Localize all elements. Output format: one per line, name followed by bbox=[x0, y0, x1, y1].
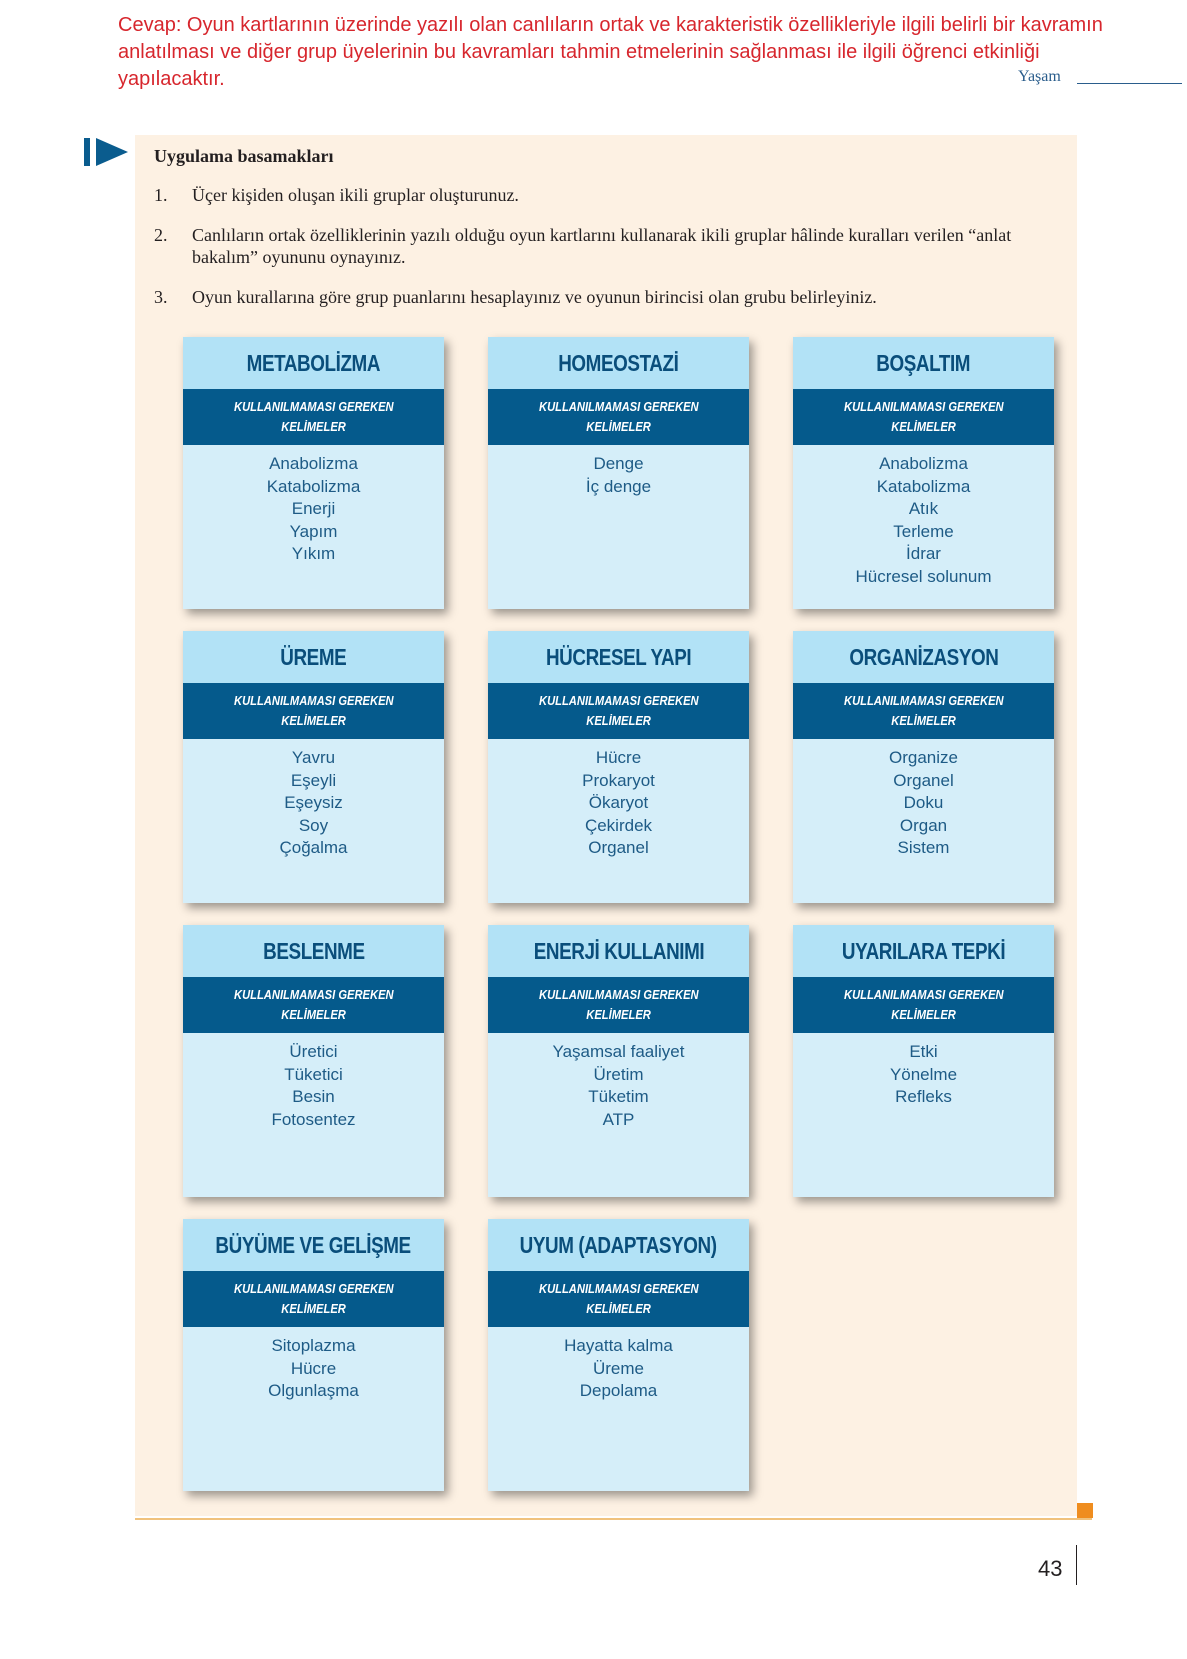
step-item bbox=[154, 224, 1024, 268]
card-forbidden-header bbox=[793, 683, 1054, 739]
card-word: Hücresel solunum bbox=[855, 566, 992, 586]
card-title-text: METABOLİZMA bbox=[246, 349, 381, 376]
card-word: Hayatta kalma bbox=[564, 1336, 673, 1355]
game-card bbox=[183, 337, 444, 609]
card-title-text: ENERJİ KULLANIMI bbox=[533, 937, 704, 964]
card-forbidden-label: KULLANILMAMASI GEREKEN bbox=[538, 987, 699, 1002]
step-number: 2. bbox=[154, 225, 168, 245]
card-word: Yıkım bbox=[291, 544, 336, 563]
card-word: Tüketici bbox=[284, 1064, 343, 1084]
card-title bbox=[793, 337, 1054, 389]
card-forbidden-label: KULLANILMAMASI GEREKEN bbox=[538, 693, 699, 708]
card-word: Enerji bbox=[291, 499, 336, 518]
game-card bbox=[183, 631, 444, 903]
card-word: Etki bbox=[909, 1042, 938, 1061]
card-forbidden-label: KELİMELER bbox=[586, 713, 651, 728]
card-forbidden-label: KELİMELER bbox=[281, 1007, 346, 1022]
card-forbidden-label: KULLANILMAMASI GEREKEN bbox=[233, 399, 394, 414]
card-word: Denge bbox=[593, 454, 644, 473]
card-title bbox=[488, 337, 749, 389]
card-word: Prokaryot bbox=[582, 770, 655, 790]
card-word: Ökaryot bbox=[588, 793, 649, 812]
card-word-list bbox=[183, 1033, 444, 1131]
card-title-text: BOŞALTIM bbox=[876, 349, 971, 376]
card-forbidden-label: KELİMELER bbox=[281, 1301, 346, 1316]
step-text: Oyun kurallarına göre grup puanlarını hesaplayınız ve oyunun birincisi olan grubu belirleyiniz. bbox=[192, 287, 877, 307]
card-word: Atık bbox=[908, 499, 939, 518]
card-word: Refleks bbox=[895, 1087, 952, 1106]
card-word: Organ bbox=[899, 815, 948, 835]
card-word: Çekirdek bbox=[584, 815, 653, 835]
card-word: Sistem bbox=[897, 838, 950, 857]
card-title bbox=[488, 631, 749, 683]
card-word: Anabolizma bbox=[269, 454, 358, 473]
header-chapter-label: Yaşam bbox=[1018, 68, 1061, 85]
step-text: Üçer kişiden oluşan ikili gruplar oluşturunuz. bbox=[192, 185, 519, 205]
answer-text: Cevap: Oyun kartlarının üzerinde yazılı olan canlıların ortak ve karakteristik özellikleriyle ilgili belirli bir kavramın anlatılması ve diğer grup üyelerinin bu kavramları tahmin etmelerinin sağlanması ile ilgili öğrenci etkinliği yapılacaktır. bbox=[118, 14, 1103, 90]
card-word: Hücre bbox=[290, 1358, 337, 1378]
card-word-list bbox=[183, 1327, 444, 1403]
card-word: İdrar bbox=[906, 544, 941, 563]
card-word: Üretici bbox=[289, 1042, 338, 1061]
card-forbidden-label: KULLANILMAMASI GEREKEN bbox=[843, 399, 1004, 414]
card-word: ATP bbox=[602, 1109, 635, 1129]
card-word: Tüketim bbox=[588, 1087, 649, 1106]
card-title-text: HÜCRESEL YAPI bbox=[545, 643, 692, 670]
card-word: Katabolizma bbox=[876, 476, 971, 496]
card-forbidden-label: KELİMELER bbox=[891, 1007, 956, 1022]
card-forbidden-label: KULLANILMAMASI GEREKEN bbox=[233, 987, 394, 1002]
card-word: Sitoplazma bbox=[271, 1336, 356, 1355]
card-word: Anabolizma bbox=[879, 454, 968, 473]
card-word: Terleme bbox=[893, 521, 954, 541]
card-title-text: ORGANİZASYON bbox=[848, 643, 999, 670]
card-word-list bbox=[183, 445, 444, 566]
step-item bbox=[154, 184, 1024, 206]
card-title-text: BÜYÜME VE GELİŞME bbox=[215, 1231, 412, 1258]
card-word: Yapım bbox=[289, 521, 338, 541]
card-forbidden-label: KULLANILMAMASI GEREKEN bbox=[843, 693, 1004, 708]
card-forbidden-label: KULLANILMAMASI GEREKEN bbox=[233, 1281, 394, 1296]
card-word-list bbox=[793, 445, 1054, 588]
card-forbidden-label: KULLANILMAMASI GEREKEN bbox=[843, 987, 1004, 1002]
card-word: Yaşamsal faaliyet bbox=[552, 1042, 685, 1061]
card-title-text: ÜREME bbox=[280, 643, 347, 670]
card-word-list bbox=[488, 1033, 749, 1131]
game-card bbox=[488, 337, 749, 609]
card-forbidden-label: KELİMELER bbox=[586, 1301, 651, 1316]
game-card bbox=[793, 337, 1054, 609]
card-forbidden-label: KELİMELER bbox=[891, 713, 956, 728]
card-word: Besin bbox=[292, 1087, 335, 1106]
card-title-text: BESLENME bbox=[262, 937, 365, 964]
card-forbidden-header bbox=[793, 977, 1054, 1033]
card-word: Olgunlaşma bbox=[268, 1381, 359, 1400]
card-word: Organel bbox=[893, 770, 954, 790]
card-word: Çoğalma bbox=[279, 838, 348, 857]
card-forbidden-header bbox=[488, 977, 749, 1033]
card-title bbox=[183, 631, 444, 683]
step-item bbox=[154, 286, 1024, 308]
card-title bbox=[183, 1219, 444, 1271]
card-word: Yönelme bbox=[889, 1064, 958, 1084]
game-card bbox=[183, 1219, 444, 1491]
card-forbidden-label: KELİMELER bbox=[586, 419, 651, 434]
corner-square-icon bbox=[1077, 1503, 1093, 1518]
card-word: Katabolizma bbox=[266, 476, 361, 496]
card-word: Soy bbox=[298, 815, 329, 835]
card-forbidden-header bbox=[793, 389, 1054, 445]
card-forbidden-label: KELİMELER bbox=[891, 419, 956, 434]
card-word: Organize bbox=[889, 748, 958, 767]
panel-bottom-rule bbox=[135, 1518, 1092, 1520]
card-word: Yavru bbox=[291, 748, 336, 767]
card-title-text: UYUM (ADAPTASYON) bbox=[519, 1231, 717, 1258]
card-forbidden-label: KULLANILMAMASI GEREKEN bbox=[538, 399, 699, 414]
card-forbidden-header bbox=[488, 1271, 749, 1327]
header-divider bbox=[1077, 83, 1182, 84]
game-card bbox=[793, 925, 1054, 1197]
card-word: İç denge bbox=[585, 476, 652, 496]
game-card bbox=[488, 925, 749, 1197]
page-number: 43 bbox=[1038, 1556, 1063, 1581]
card-forbidden-header bbox=[183, 683, 444, 739]
card-forbidden-header bbox=[183, 977, 444, 1033]
card-word-list bbox=[183, 739, 444, 860]
card-word: Depolama bbox=[579, 1381, 658, 1400]
card-title-text: HOMEOSTAZİ bbox=[558, 349, 679, 376]
card-word: Doku bbox=[903, 793, 944, 812]
step-number: 1. bbox=[154, 185, 168, 205]
card-title-text: UYARILARA TEPKİ bbox=[841, 937, 1006, 964]
card-title bbox=[488, 925, 749, 977]
card-title bbox=[793, 925, 1054, 977]
card-forbidden-label: KELİMELER bbox=[586, 1007, 651, 1022]
card-word-list bbox=[488, 445, 749, 498]
card-word: Eşeysiz bbox=[284, 793, 343, 812]
card-word: Organel bbox=[588, 838, 649, 857]
card-word: Fotosentez bbox=[271, 1109, 356, 1129]
game-card bbox=[183, 925, 444, 1197]
card-forbidden-label: KULLANILMAMASI GEREKEN bbox=[233, 693, 394, 708]
section-marker-icon bbox=[84, 136, 130, 168]
card-word-list bbox=[488, 1327, 749, 1403]
card-title bbox=[488, 1219, 749, 1271]
steps-list bbox=[154, 184, 1024, 326]
step-text: Canlıların ortak özelliklerinin yazılı olduğu oyun kartlarını kullanarak ikili gruplar hâlinde kuralları verilen “anlat bakalım” oyununu oynayınız. bbox=[192, 225, 1012, 267]
card-word: Üreme bbox=[592, 1358, 644, 1378]
card-forbidden-label: KELİMELER bbox=[281, 419, 346, 434]
step-number: 3. bbox=[154, 287, 168, 307]
card-forbidden-header bbox=[183, 389, 444, 445]
card-word-list bbox=[488, 739, 749, 860]
card-word-list bbox=[793, 1033, 1054, 1109]
card-forbidden-header bbox=[488, 683, 749, 739]
card-title bbox=[793, 631, 1054, 683]
card-word-list bbox=[793, 739, 1054, 860]
card-word: Eşeyli bbox=[290, 770, 337, 790]
card-forbidden-label: KULLANILMAMASI GEREKEN bbox=[538, 1281, 699, 1296]
steps-title: Uygulama basamakları bbox=[154, 146, 334, 166]
page-number-rule bbox=[1076, 1545, 1077, 1585]
card-title bbox=[183, 925, 444, 977]
card-word: Üretim bbox=[593, 1064, 644, 1084]
card-forbidden-label: KELİMELER bbox=[281, 713, 346, 728]
card-forbidden-header bbox=[183, 1271, 444, 1327]
game-card bbox=[488, 1219, 749, 1491]
game-card bbox=[793, 631, 1054, 903]
card-word: Hücre bbox=[595, 748, 642, 767]
card-title bbox=[183, 337, 444, 389]
card-forbidden-header bbox=[488, 389, 749, 445]
game-card bbox=[488, 631, 749, 903]
